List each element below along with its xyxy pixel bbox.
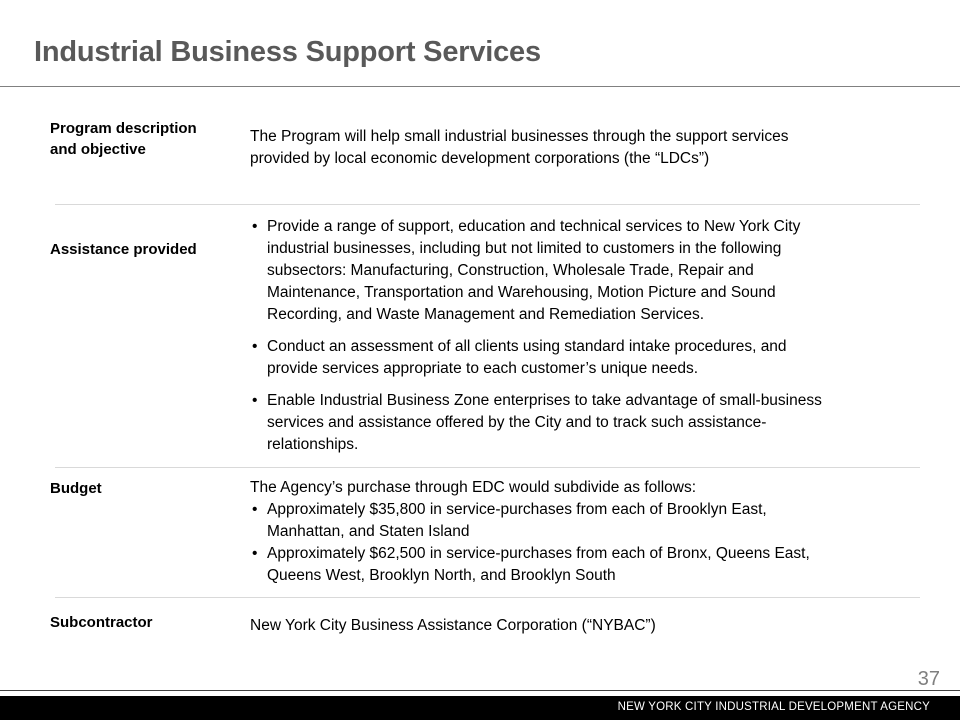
page-number: 37: [917, 668, 940, 690]
section-divider: [55, 597, 920, 598]
bullet-line: services and assistance offered by the City and to track such assistance-: [267, 414, 767, 431]
program-text-line: The Program will help small industrial businesses through the support services: [250, 128, 789, 145]
bullet-icon: •: [252, 392, 258, 409]
budget-content: [250, 477, 810, 587]
program-description: [250, 126, 788, 170]
footer-divider: [0, 690, 960, 691]
page-title: Industrial Business Support Services: [34, 36, 541, 68]
subcontractor-text: New York City Business Assistance Corporation (“NYBAC”): [250, 617, 656, 634]
program-text-line: provided by local economic development corporations (the “LDCs”): [250, 150, 710, 167]
list-item: [250, 336, 822, 380]
budget-label: Budget: [50, 480, 102, 497]
bullet-line: Queens West, Brooklyn North, and Brooklyn South: [267, 567, 616, 584]
program-label: Program description and objective: [50, 120, 197, 158]
assistance-label: Assistance provided: [50, 241, 197, 258]
bullet-line: subsectors: Manufacturing, Construction, Wholesale Trade, Repair and: [267, 262, 754, 279]
section-divider: [55, 204, 920, 205]
bullet-line: Enable Industrial Business Zone enterprises to take advantage of small-business: [267, 392, 822, 409]
bullet-line: relationships.: [267, 436, 359, 453]
title-divider: [0, 86, 960, 87]
bullet-icon: •: [252, 218, 258, 235]
section-divider: [55, 467, 920, 468]
budget-intro: The Agency’s purchase through EDC would subdivide as follows:: [250, 479, 697, 496]
bullet-icon: •: [252, 545, 258, 562]
footer-text: NEW YORK CITY INDUSTRIAL DEVELOPMENT AGENCY: [617, 701, 930, 713]
bullet-line: industrial businesses, including but not limited to customers in the following: [267, 240, 782, 257]
bullet-line: Provide a range of support, education and technical services to New York City: [267, 218, 801, 235]
footer-bar: [0, 696, 960, 720]
list-item: [250, 499, 810, 543]
list-item: [250, 390, 822, 456]
bullet-line: provide services appropriate to each customer’s unique needs.: [267, 360, 699, 377]
bullet-line: Maintenance, Transportation and Warehousing, Motion Picture and Sound: [267, 284, 776, 301]
assistance-bullets: [250, 216, 822, 456]
bullet-line: Recording, and Waste Management and Remediation Services.: [267, 306, 705, 323]
subcontractor-label: Subcontractor: [50, 614, 153, 631]
bullet-icon: •: [252, 501, 258, 518]
bullet-line: Manhattan, and Staten Island: [267, 523, 470, 540]
bullet-line: Conduct an assessment of all clients using standard intake procedures, and: [267, 338, 787, 355]
list-item: [250, 216, 822, 326]
bullet-line: Approximately $35,800 in service-purchases from each of Brooklyn East,: [267, 501, 767, 518]
bullet-line: Approximately $62,500 in service-purchases from each of Bronx, Queens East,: [267, 545, 810, 562]
list-item: [250, 543, 810, 587]
bullet-icon: •: [252, 338, 258, 355]
